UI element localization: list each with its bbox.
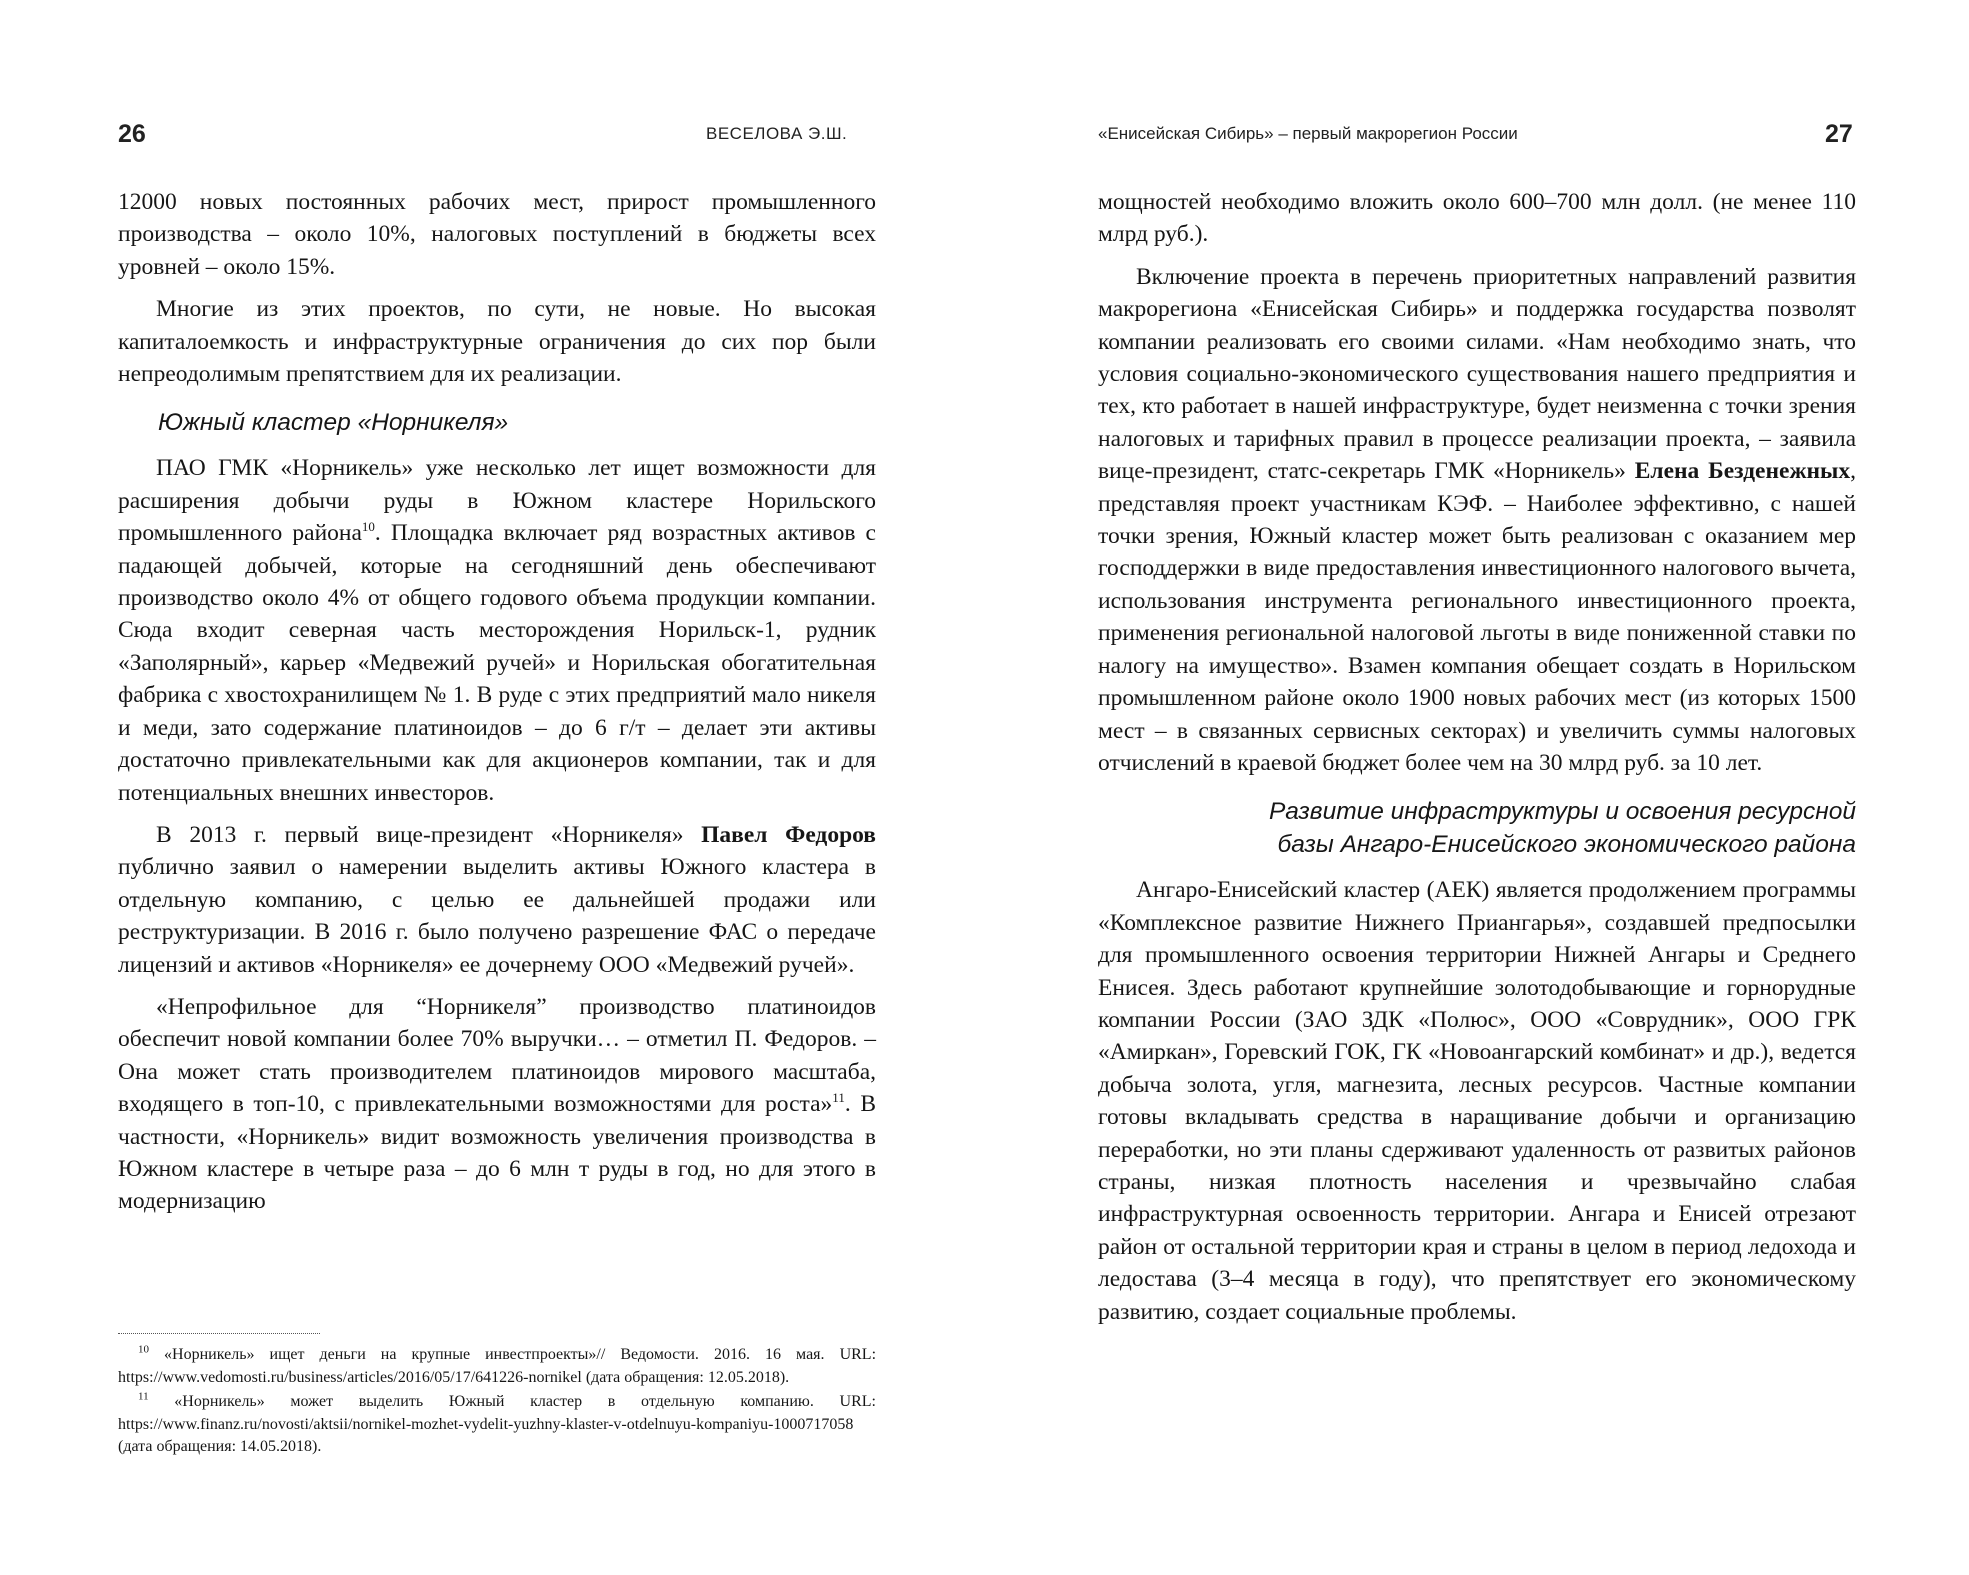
footnote-number: 11 — [138, 1390, 149, 1403]
paragraph — [118, 452, 876, 808]
paragraph-text: , представляя проект участникам КЭФ. – Наиболее эффективно, с нашей точки зрения, Южный кластер может быть реализован с оказанием мер господдержки в виде предоставления инвестиционного налогового вычета, использования инструмента регионального инвестиционного проекта, применения региональной налоговой льготы в виде пониженной ставки по налогу на имущество». Взамен компания обещает создать в Норильском промышленном районе около 1900 новых рабочих мест (из которых 1500 мест – в связанных сервисных секторах) и увеличить суммы налоговых отчислений в краевой бюджет более чем на 30 млрд руб. за 10 лет. — [1098, 458, 1856, 776]
paragraph — [118, 819, 876, 981]
paragraph: Многие из этих проектов, по сути, не новые. Но высокая капиталоемкость и инфраструктурные ограничения до сих пор были непреодолимым препятствием для их реализации. — [118, 296, 876, 388]
section-heading-line: базы Ангаро-Енисейского экономического района — [1277, 831, 1856, 859]
page-number-left: 26 — [118, 120, 146, 148]
paragraph-text: ПАО ГМК «Норникель» уже несколько лет ищет возможности для расширения добычи руды в Южном кластере Норильского промышленного района — [118, 455, 876, 547]
person-name: Павел Федоров — [701, 821, 876, 848]
paragraph — [1098, 261, 1856, 780]
left-page-body — [118, 186, 876, 1228]
footnote-text: «Норникель» ищет деньги на крупные инвестпроекты»// Ведомости. 2016. 16 мая. URL: https://www.vedomosti.ru/business/articles/2016/05/17/641226-nornikel (дата обращения: 12.05.2018). — [118, 1346, 877, 1386]
paragraph-text: «Непрофильное для “Норникеля” производство платиноидов обеспечит новой компании более 70% выручки… – отметил П. Федоров. – Она может стать производителем платиноидов мирового масштаба, входящего в топ-10, с привлекательными возможностями для роста» — [118, 993, 876, 1118]
paragraph — [118, 991, 876, 1218]
paragraph-text: . В частности, «Норникель» видит возможность увеличения производства в Южном кластере в четыре раза – до 6 млн т руды в год, но для этого в модернизацию — [118, 1091, 876, 1215]
footnote — [118, 1391, 876, 1459]
right-page-body — [1098, 186, 1856, 1338]
person-name: Елена Безденежных — [1634, 458, 1851, 485]
paragraph: 12000 новых постоянных рабочих мест, прирост промышленного производства – около 10%, налоговых поступлений в бюджеты всех уровней – около 15%. — [118, 189, 876, 280]
paragraph-text: . Площадка включает ряд возрастных активов с падающей добычей, которые на сегодняшний день обеспечивают производство около 4% от общего годового объема продукции компании. Сюда входит северная часть месторождения Норильск-1, рудник «Заполярный», карьер «Медвежий ручей» и Норильская обогатительная фабрика с хвостохранилищем № 1. В руде с этих предприятий мало никеля и меди, зато содержание платиноидов – до 6 г/т – делает эти активы достаточно привлекательными как для акционеров компании, так и для потенциальных внешних инвесторов. — [118, 520, 876, 806]
footnote-text: «Норникель» может выделить Южный кластер в отдельную компанию. URL: https://www.finanz.ru/novosti/aktsii/nornikel-mozhet-vydelit-yuzhny-klaster-v-otdelnuyu-kompaniyu-1000717058 (дата обращения: 14.05.2018). — [118, 1393, 876, 1456]
running-header-right: «Енисейская Сибирь» – первый макрорегион России — [1098, 124, 1518, 143]
footnotes — [118, 1333, 876, 1461]
page-number-right: 27 — [1825, 120, 1853, 148]
paragraph-text: публично заявил о намерении выделить активы Южного кластера в отдельную компанию, с целью ее дальнейшей продажи или реструктуризации. В 2016 г. было получено разрешение ФАС о передаче лицензий и активов «Норникеля» ее дочернему ООО «Медвежий ручей». — [118, 854, 876, 978]
paragraph: мощностей необходимо вложить около 600–700 млн долл. (не менее 110 млрд руб.). — [1098, 189, 1856, 248]
section-heading — [1098, 795, 1856, 861]
running-header-left: ВЕСЕЛОВА Э.Ш. — [706, 124, 848, 143]
left-page — [0, 0, 984, 1575]
footnote-ref: 10 — [361, 519, 375, 535]
section-heading: Южный кластер «Норникеля» — [158, 409, 509, 437]
paragraph-text: Включение проекта в перечень приоритетных направлений развития макрорегиона «Енисейская Сибирь» и поддержка государства позволят компании реализовать его своими силами. «Нам необходимо знать, что условия социально-экономического существования нашего предприятия и тех, кто работает в нашей инфраструктуре, будет неизменна с точки зрения налоговых и тарифных правил в процессе реализации проекта, – заявила вице-президент, статс-секретарь ГМК «Норникель» — [1098, 263, 1856, 485]
paragraph-text: В 2013 г. первый вице-президент «Норникеля» — [156, 821, 702, 848]
footnote — [118, 1344, 876, 1389]
section-heading-line: Развитие инфраструктуры и освоения ресурсной — [1268, 798, 1856, 826]
paragraph: Ангаро-Енисейский кластер (АЕК) является продолжением программы «Комплексное развитие Нижнего Приангарья», создавшей предпосылки для промышленного освоения территории Нижней Ангары и Среднего Енисея. Здесь работают крупнейшие золотодобывающие и горнорудные компании России (ЗАО ЗДК «Полюс», ООО «Соврудник», ООО ГРК «Амиркан», Горевский ГОК, ГК «Новоангарский комбинат» и др.), ведется добыча золота, угля, магнезита, лесных ресурсов. Частные компании готовы вкладывать средства в наращивание добычи и организацию переработки, но эти планы сдерживают удаленность от развитых районов страны, низкая плотность населения и чрезвычайно слабая инфраструктурная освоенность территории. Ангара и Енисей отрезают район от остальной территории края и страны в целом в период ледохода и ледостава (3–4 месяца в году), что препятствует его экономическому развитию, создает социальные проблемы. — [1098, 877, 1856, 1325]
footnote-ref: 11 — [832, 1090, 845, 1106]
footnote-divider — [118, 1333, 320, 1334]
footnote-number: 10 — [138, 1343, 149, 1356]
right-page — [985, 0, 1969, 1575]
